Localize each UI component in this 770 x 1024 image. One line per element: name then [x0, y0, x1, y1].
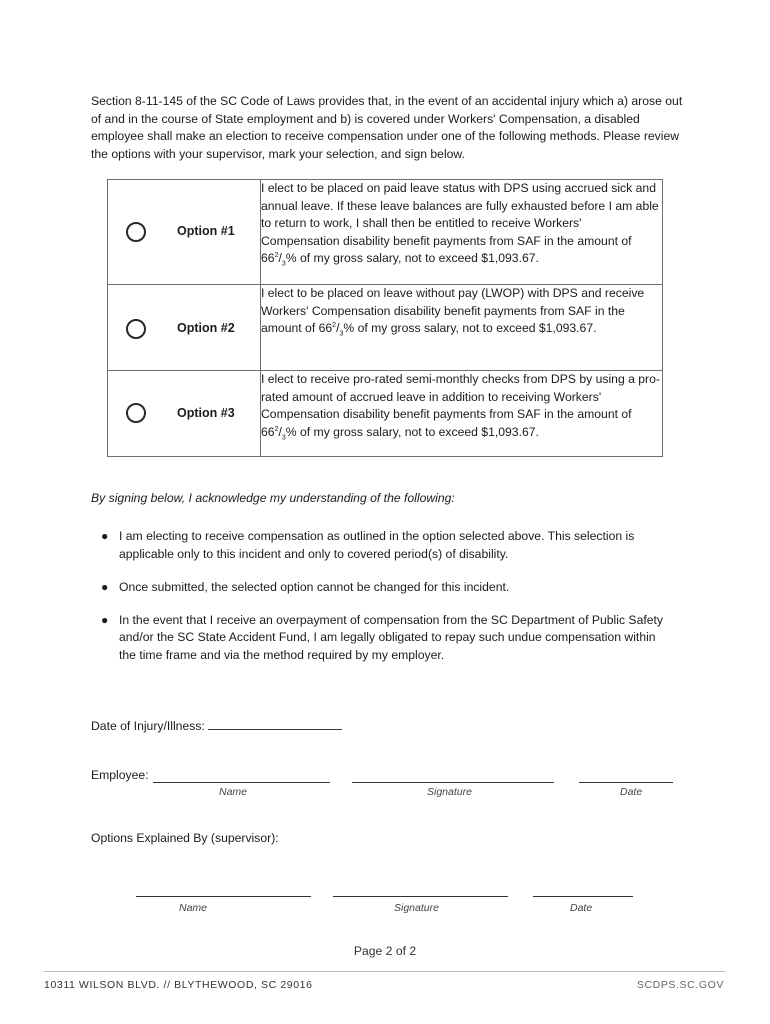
option-2-radio[interactable]	[126, 319, 146, 339]
acknowledgement-text: Once submitted, the selected option cannot be changed for this incident.	[119, 579, 510, 594]
employee-name-field[interactable]	[153, 770, 330, 783]
bullet-icon: ●	[101, 612, 109, 627]
option-3-frac-num: 2	[274, 425, 279, 433]
option-3-frac-den: 3	[281, 433, 286, 441]
supervisor-signature-field[interactable]	[333, 884, 508, 897]
option-3-radio[interactable]	[126, 403, 146, 423]
employee-label: Employee:	[91, 768, 149, 782]
option-1-frac-num: 2	[274, 251, 279, 259]
option-3-text-main: I elect to receive pro-rated semi-monthly checks from DPS by using a pro-rated amount of accrued leave in addition to receiving Workers' Compensation disability benefit payments from SAF in the amount of 66	[261, 372, 660, 439]
acknowledgement-item	[101, 579, 666, 597]
option-row-2	[108, 285, 663, 371]
option-row-1	[108, 180, 663, 285]
option-1-text-main: I elect to be placed on paid leave status with DPS using accrued sick and annual leave. If these leave balances are fully exhausted before I am able to return to work, I shall then be entitled to receive Workers' Compensation disability benefit payments from SAF in the amount of 66	[261, 181, 659, 265]
acknowledgement-text: In the event that I receive an overpayment of compensation from the SC Department of Public Safety and/or the SC State Accident Fund, I am legally obligated to repay such undue compensation within the time frame and via the method required by my employer.	[119, 612, 663, 662]
option-3-text: I elect to receive pro-rated semi-monthly checks from DPS by using a pro-rated amount of accrued leave in addition to receiving Workers' Compensation disability benefit payments from SAF in the amount of $66^2/_3\%$ of my gross salary, not to exceed $1,093.67.	[261, 371, 663, 457]
option-1-text: I elect to be placed on paid leave status with DPS using accrued sick and annual leave. If these leave balances are fully exhausted before I am able to return to work, I shall then be entitled to receive Workers' Compensation disability benefit payments from SAF in the amount of $66^2/_3\%$ of my gross salary, not to exceed $1,093.67.	[261, 180, 663, 285]
footer-address: 10311 WILSON BLVD. // BLYTHEWOOD, SC 29016	[44, 979, 313, 991]
option-1-text-tail: % of my gross salary, not to exceed $1,093.67.	[285, 251, 539, 265]
employee-date-field[interactable]	[579, 770, 673, 783]
date-of-injury-row	[91, 717, 342, 733]
option-2-cell[interactable]	[108, 285, 261, 371]
supervisor-date-field[interactable]	[533, 884, 633, 897]
option-1-label: Option #1	[177, 224, 235, 238]
acknowledgement-text: I am electing to receive compensation as outlined in the option selected above. This selection is applicable only to this incident and only to covered period(s) of disability.	[119, 529, 635, 561]
option-2-label: Option #2	[177, 321, 235, 335]
acknowledgement-item	[101, 612, 666, 665]
option-3-cell[interactable]	[108, 371, 261, 457]
supervisor-row	[91, 831, 279, 845]
option-1-radio[interactable]	[126, 222, 146, 242]
option-3-label: Option #3	[177, 406, 235, 420]
supervisor-name-caption: Name	[179, 902, 208, 914]
option-2-text: I elect to be placed on leave without pay (LWOP) with DPS and receive Workers' Compensation disability benefit payments from SAF in the amount of $66^2/_3\%$ of my gross salary, not to exceed $1,093.67.	[261, 285, 663, 371]
bullet-icon: ●	[101, 529, 109, 543]
option-1-frac-den: 3	[281, 260, 286, 268]
footer-website: SCDPS.SC.GOV	[636, 979, 724, 991]
option-2-text-main: I elect to be placed on leave without pay (LWOP) with DPS and receive Workers' Compensation disability benefit payments from SAF in the amount of 66	[261, 286, 645, 335]
options-table	[107, 179, 663, 457]
employee-signature-caption: Signature	[427, 786, 472, 798]
employee-row	[91, 768, 149, 782]
option-2-text-tail: % of my gross salary, not to exceed $1,093.67.	[343, 321, 597, 335]
date-of-injury-field[interactable]	[208, 717, 342, 730]
option-3-text-tail: % of my gross salary, not to exceed $1,093.67.	[285, 424, 539, 439]
acknowledgement-item	[101, 528, 666, 563]
acknowledgement-list	[101, 528, 666, 680]
option-1-cell[interactable]	[108, 180, 261, 285]
option-2-frac-den: 3	[339, 330, 344, 338]
date-of-injury-label: Date of Injury/Illness:	[91, 719, 205, 733]
employee-signature-field[interactable]	[352, 770, 554, 783]
supervisor-date-caption: Date	[570, 902, 593, 914]
option-2-frac-num: 2	[332, 321, 337, 329]
employee-date-caption: Date	[620, 786, 643, 798]
intro-paragraph: Section 8-11-145 of the SC Code of Laws provides that, in the event of an accidental injury which a) arose out of and in the course of State employment and b) is covered under Workers' Compensation, a disabled employee shall make an election to receive compensation under one of the following methods. Please review the options with your supervisor, mark your selection, and sign below.	[91, 94, 683, 161]
supervisor-name-field[interactable]	[136, 884, 311, 897]
employee-name-caption: Name	[219, 786, 248, 798]
option-row-3	[108, 371, 663, 457]
footer-divider	[44, 971, 725, 972]
bullet-icon: ●	[101, 579, 109, 594]
supervisor-signature-caption: Signature	[394, 902, 439, 914]
page-number: Page 2 of 2	[353, 944, 417, 958]
supervisor-label: Options Explained By (supervisor):	[91, 831, 279, 845]
acknowledgement-heading: By signing below, I acknowledge my understanding of the following:	[91, 491, 455, 505]
